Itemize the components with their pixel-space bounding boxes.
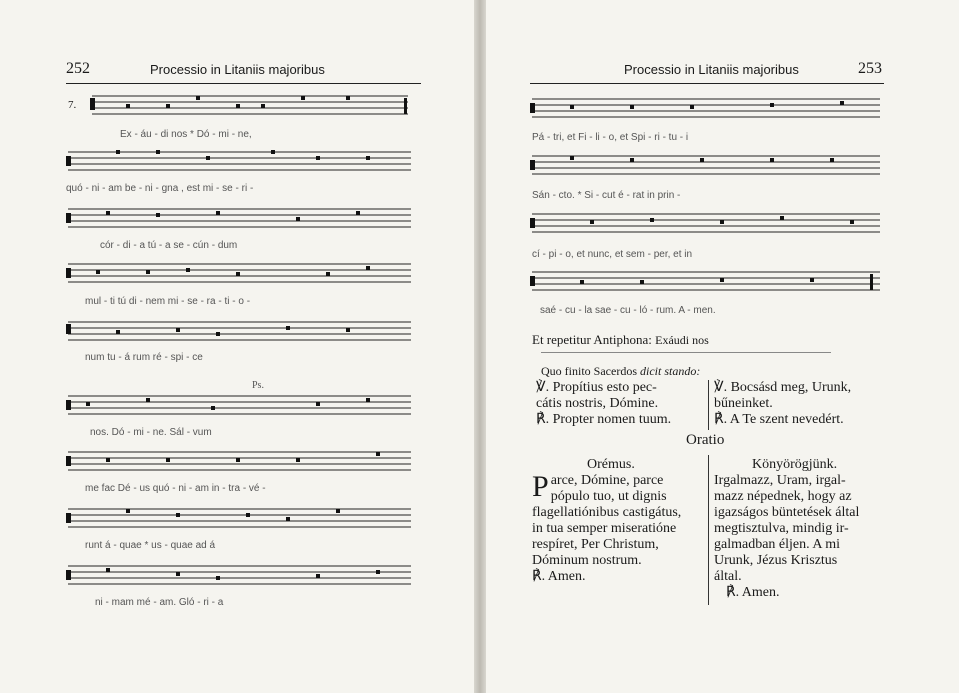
book-gutter xyxy=(474,0,486,693)
latin-prayer: Orémus. P arce, Dómine, parce pópulo tuo, ut dignis flagellatiónibus castigátus, in tua semper miseratióne respíret, Per Christum, Dóminum nostrum. ℟. Amen. xyxy=(532,457,682,584)
drop-cap: P xyxy=(532,470,549,503)
versicle-latin: ℣. Propítius esto pec- cátis nostris, Dómine. ℟. Propter nomen tuum. xyxy=(536,380,672,427)
section-rule xyxy=(541,352,831,353)
lyric-line: me fac Dé - us quó - ni - am in - tra - vé - xyxy=(85,483,266,494)
header-rule xyxy=(530,83,884,84)
lyric-line: runt á - quae * us - quae ad á xyxy=(85,540,216,551)
lyric-line: Pá - tri, et Fi - li - o, et Spi - ri - tu - i xyxy=(532,132,689,143)
chant-staff-8 xyxy=(66,505,416,529)
chant-staff-5 xyxy=(66,318,416,342)
line-number: 7. xyxy=(68,99,77,111)
header-rule xyxy=(66,83,421,84)
column-divider xyxy=(708,380,709,430)
lyric-line: ni - mam mé - am. Gló - ri - a xyxy=(95,597,224,608)
right-page xyxy=(486,0,959,693)
running-title: Processio in Litaniis majoribus xyxy=(624,62,799,77)
lyric-line: cí - pi - o, et nunc, et sem - per, et in xyxy=(532,249,693,260)
rubric: Quo finito Sacerdos dicit stando: xyxy=(541,364,701,378)
column-divider xyxy=(708,455,709,605)
lyric-line: saé - cu - la sae - cu - ló - rum. A - men. xyxy=(540,305,716,316)
psalm-mark: Ps. xyxy=(252,380,264,391)
oratio-heading: Oratio xyxy=(686,432,725,448)
chant-staff-1 xyxy=(530,95,885,119)
chant-staff-6 xyxy=(66,392,416,416)
lyric-line: Ex - áu - di nos * Dó - mi - ne, xyxy=(120,129,252,140)
chant-staff-3 xyxy=(530,210,885,234)
repetitur-line: Et repetitur Antiphona: Exáudi nos xyxy=(532,332,709,347)
running-title: Processio in Litaniis majoribus xyxy=(150,62,325,77)
chant-staff-2 xyxy=(66,148,416,172)
page-number: 253 xyxy=(858,60,882,77)
lyric-line: Sán - cto. * Si - cut é - rat in prin - xyxy=(532,190,681,201)
chant-staff-1 xyxy=(86,92,416,116)
lyric-line: mul - ti tú di - nem mi - se - ra - ti - o - xyxy=(85,296,251,307)
hungarian-prayer: Könyörögjünk. Irgalmazz, Uram, irgal- mazz népednek, hogy az igazságos büntetések által megtisztulva, mindig ir- galmadban éljen. A mi Urunk, Jézus Krisztus által. ℟. Amen. xyxy=(714,457,860,600)
left-page xyxy=(0,0,474,693)
lyric-line: quó - ni - am be - ni - gna , est mi - se - ri - xyxy=(66,183,254,194)
lyric-line: num tu - á rum ré - spi - ce xyxy=(85,352,203,363)
chant-staff-9 xyxy=(66,562,416,586)
versicle-hungarian: ℣. Bocsásd meg, Urunk, bűneinket. ℟. A Te szent nevedért. xyxy=(714,380,852,427)
chant-staff-4 xyxy=(66,260,416,284)
chant-staff-7 xyxy=(66,448,416,472)
lyric-line: nos. Dó - mi - ne. Sál - vum xyxy=(90,427,212,438)
page-number: 252 xyxy=(66,60,90,77)
lyric-line: cór - di - a tú - a se - cún - dum xyxy=(100,240,238,251)
chant-staff-4 xyxy=(530,268,885,292)
chant-staff-3 xyxy=(66,205,416,229)
chant-staff-2 xyxy=(530,152,885,176)
